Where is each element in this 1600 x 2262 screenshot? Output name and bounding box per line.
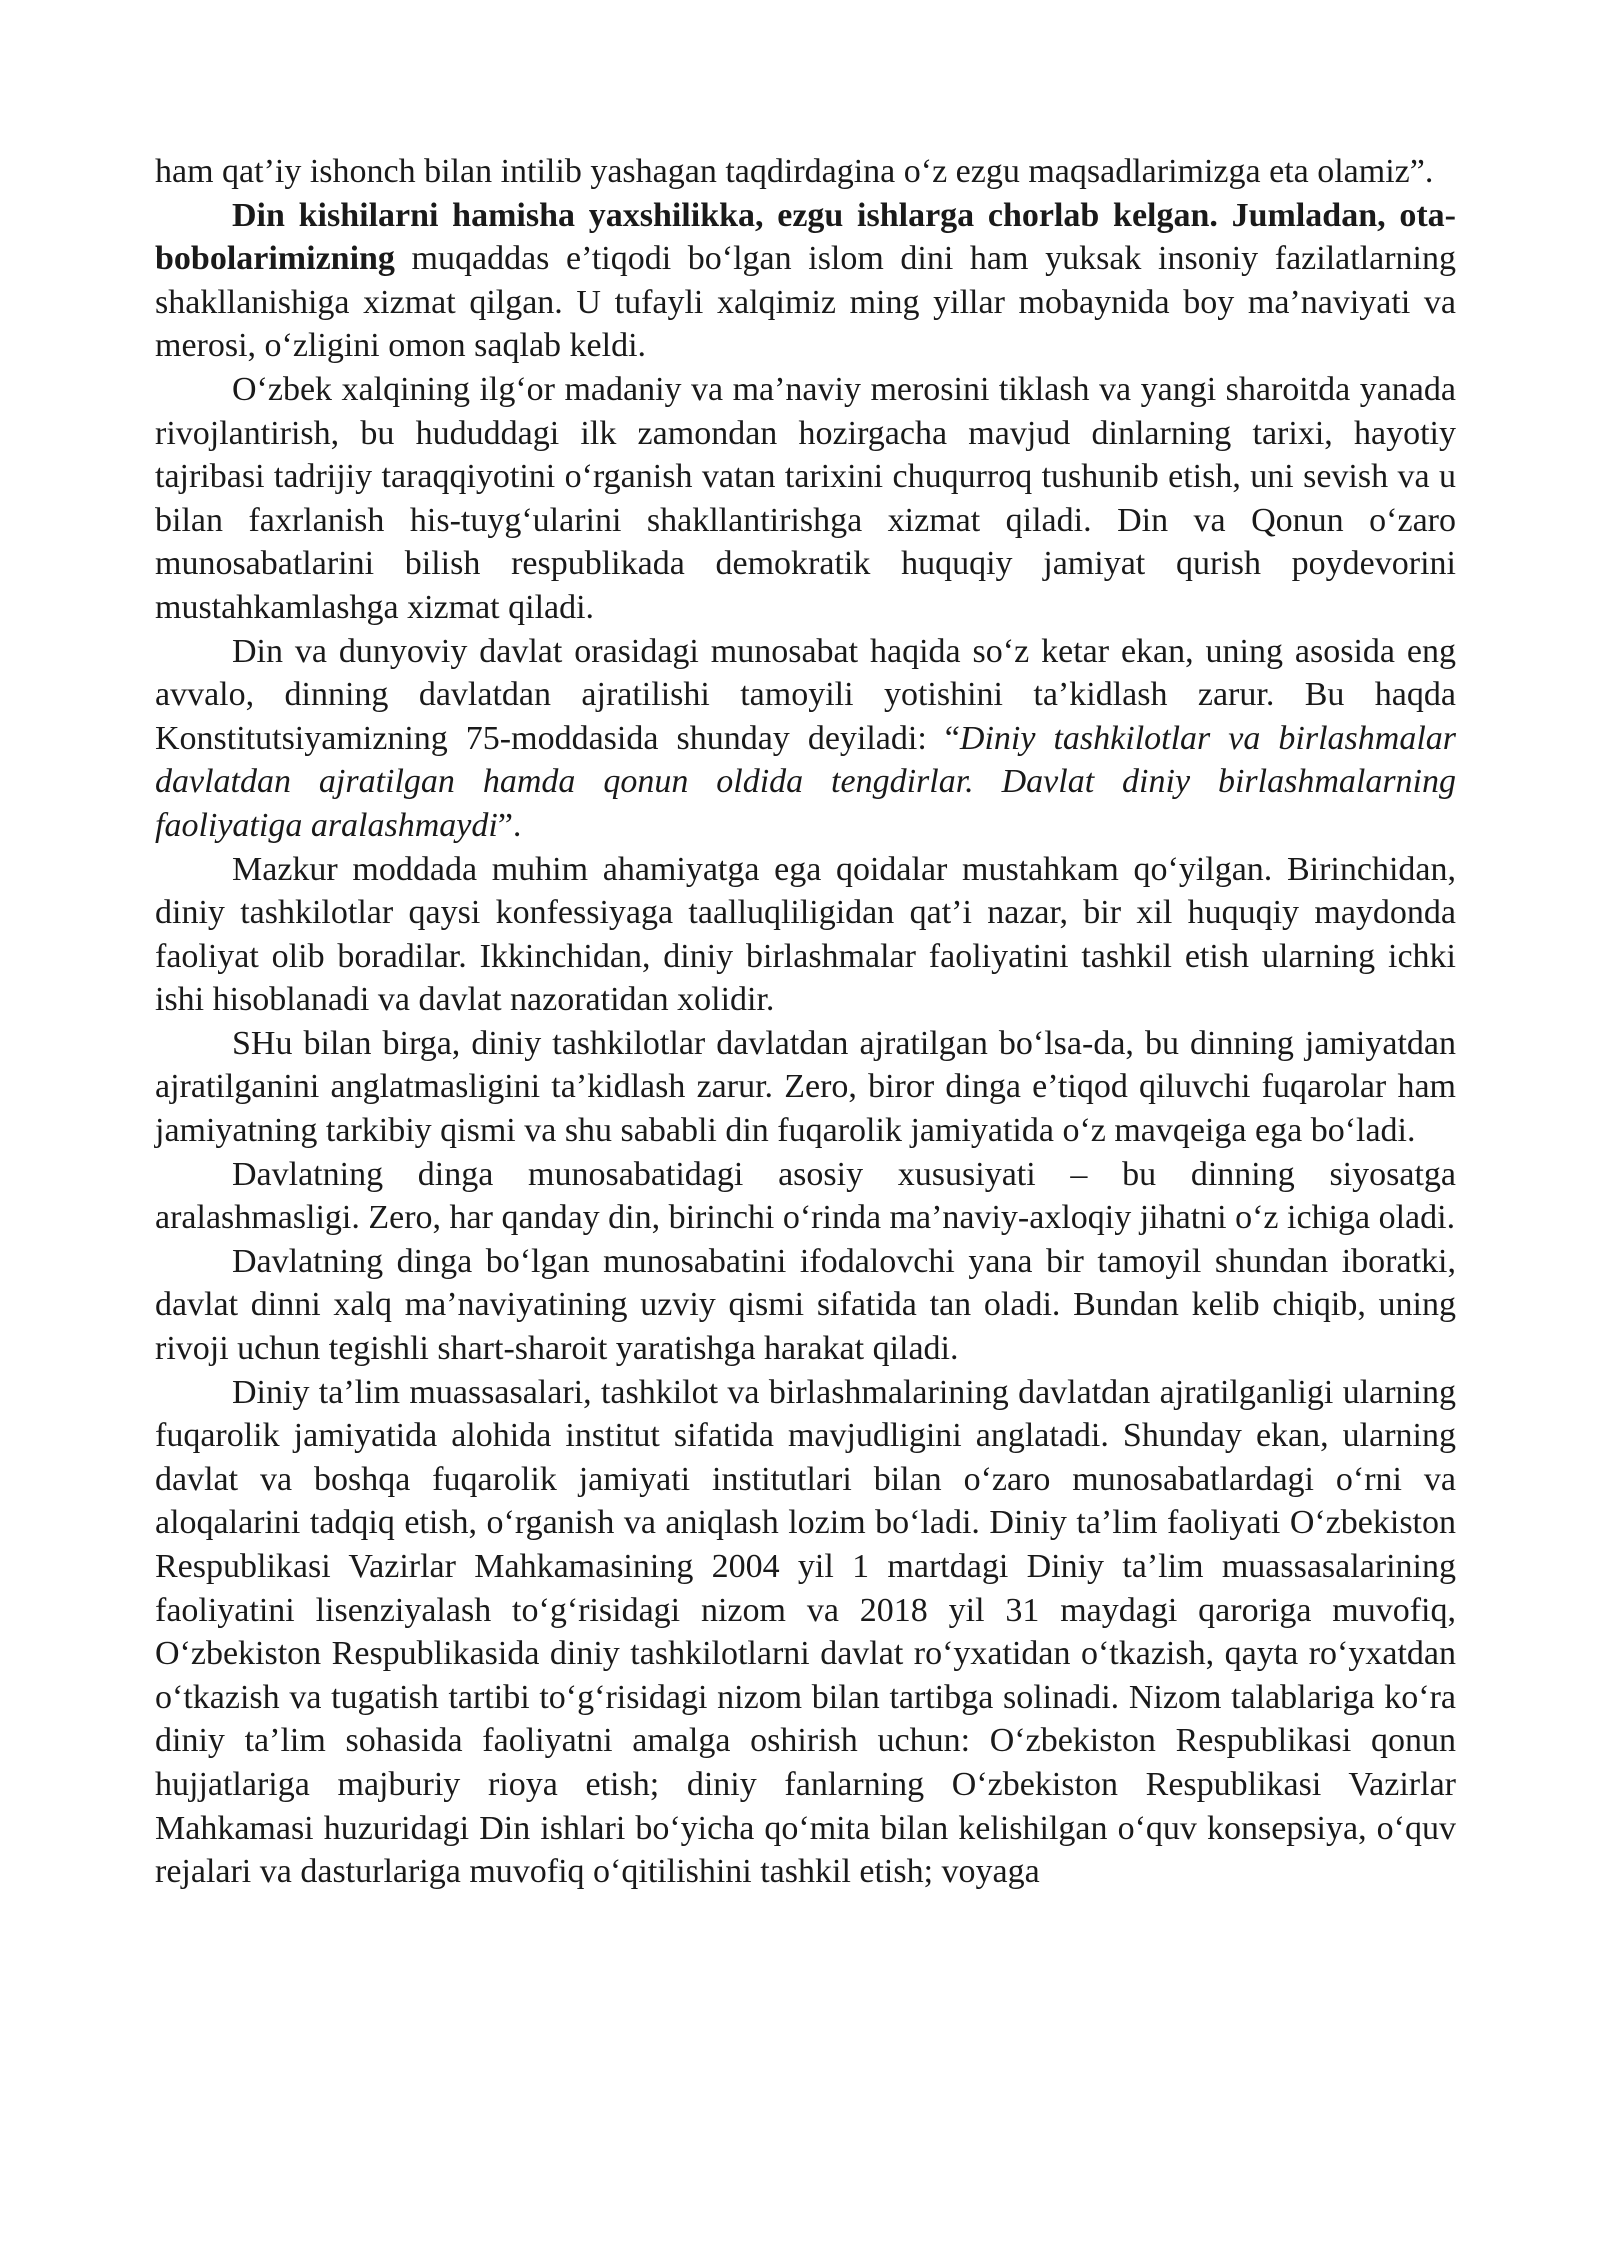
constitution-quote: Diniy tashkilotlar va birlashmalar davlatdan ajratilgan hamda qonun oldida tengdirlar. Davlat diniy birlashmalarning faoliyatiga aralashmaydi xyxy=(155,719,1456,844)
paragraph-3 xyxy=(155,368,1456,630)
paragraph-6 xyxy=(155,1022,1456,1153)
paragraph-5 xyxy=(155,848,1456,1022)
paragraph-text: Din va dunyoviy davlat orasidagi munosabat haqida so‘z ketar ekan, uning asosida eng avvalo, dinning davlatdan ajratilishi tamoyili yotishini ta’kidlash zarur. Bu haqda Konstitutsiyamizning 75-moddasida shunday deyiladi: “ xyxy=(155,632,1456,757)
paragraph-text: Davlatning dinga bo‘lgan munosabatini ifodalovchi yana bir tamoyil shundan iboratki, davlat dinni xalq ma’naviyatining uzviy qismi sifatida tan oladi. Bundan kelib chiqib, uning rivoji uchun tegishli shart-sharoit yaratishga harakat qiladi. xyxy=(155,1242,1456,1368)
paragraph-text: O‘zbek xalqining ilg‘or madaniy va ma’naviy merosini tiklash va yangi sharoitda yanada rivojlantirish, bu hududdagi ilk zamondan hozirgacha mavjud dinlarning tarixi, hayotiy tajribasi tadrijiy taraqqiyotini o‘rganish vatan tarixini chuqurroq tushunib etish, uni sevish va u bilan faxrlanish his-tuyg‘ularini shakllantirishga xizmat qiladi. Din va Qonun o‘zaro munosabatlarini bilish respublikada demokratik huquqiy jamiyat qurish poydevorini mustahkamlashga xizmat qiladi. xyxy=(155,370,1456,626)
paragraph-4 xyxy=(155,630,1456,848)
paragraph-text: Mazkur moddada muhim ahamiyatga ega qoidalar mustahkam qo‘yilgan. Birinchidan, diniy tashkilotlar qaysi konfessiyaga taalluqliligidan qat’i nazar, bir xil huquqiy maydonda faoliyat olib boradilar. Ikkinchidan, diniy birlashmalar faoliyatini tashkil etish ularning ichki ishi hisoblanadi va davlat nazoratidan xolidir. xyxy=(155,850,1456,1019)
quote-close: ”. xyxy=(497,806,522,844)
paragraph-text: ham qat’iy ishonch bilan intilib yashagan taqdirdagina o‘z ezgu maqsadlarimizga eta olamiz”. xyxy=(155,153,1434,190)
paragraph-8 xyxy=(155,1240,1456,1371)
paragraph-text: Davlatning dinga munosabatidagi asosiy xususiyati – bu dinning siyosatga aralashmasligi. Zero, har qanday din, birinchi o‘rinda ma’naviy-axloqiy jihatni o‘z ichiga oladi. xyxy=(155,1155,1456,1237)
paragraph-1 xyxy=(155,150,1456,194)
document-page xyxy=(155,150,1456,1894)
paragraph-text: Diniy ta’lim muassasalari, tashkilot va birlashmalarining davlatdan ajratilganligi ularning fuqarolik jamiyatida alohida institut sifatida mavjudligini anglatadi. Shunday ekan, ularning davlat va boshqa fuqarolik jamiyati institutlari bilan o‘zaro munosabatlardagi o‘rni va aloqalarini tadqiq etish, o‘rganish va aniqlash lozim bo‘ladi. Diniy ta’lim faoliyati O‘zbekiston Respublikasi Vazirlar Mahkamasining 2004 yil 1 martdagi Diniy ta’lim muassasalarining faoliyatini lisenziyalash to‘g‘risidagi nizom va 2018 yil 31 maydagi qaroriga muvofiq, O‘zbekiston Respublikasida diniy tashkilotlarni davlat ro‘yxatidan o‘tkazish, qayta ro‘yxatdan o‘tkazish va tugatish tartibi to‘g‘risidagi nizom bilan tartibga solinadi. Nizom talablariga ko‘ra diniy ta’lim sohasida faoliyatni amalga oshirish uchun: O‘zbekiston Respublikasi qonun hujjatlariga majburiy rioya etish; diniy fanlarning O‘zbekiston Respublikasi Vazirlar Mahkamasi huzuridagi Din ishlari bo‘yicha qo‘mita bilan kelishilgan o‘quv konsepsiya, o‘quv rejalari va dasturlariga muvofiq o‘qitilishini tashkil etish; voyaga xyxy=(155,1373,1456,1891)
bold-lead-text: Din kishilarni hamisha yaxshilikka, ezgu ishlarga chorlab kelgan. Jumladan, ota-bobolarimizning xyxy=(155,196,1456,278)
paragraph-9 xyxy=(155,1371,1456,1894)
paragraph-2 xyxy=(155,194,1456,368)
paragraph-7 xyxy=(155,1153,1456,1240)
paragraph-text: muqaddas e’tiqodi bo‘lgan islom dini ham yuksak insoniy fazilatlarning shakllanishiga xizmat qilgan. U tufayli xalqimiz ming yillar mobaynida boy ma’naviyati va merosi, o‘zligini omon saqlab keldi. xyxy=(155,240,1456,365)
paragraph-text: SHu bilan birga, diniy tashkilotlar davlatdan ajratilgan bo‘lsa-da, bu dinning jamiyatdan ajratilganini anglatmasligini ta’kidlash zarur. Zero, biror dinga e’tiqod qiluvchi fuqarolar ham jamiyatning tarkibiy qismi va shu sababli din fuqarolik jamiyatida o‘z mavqeiga ega bo‘ladi. xyxy=(155,1024,1456,1150)
